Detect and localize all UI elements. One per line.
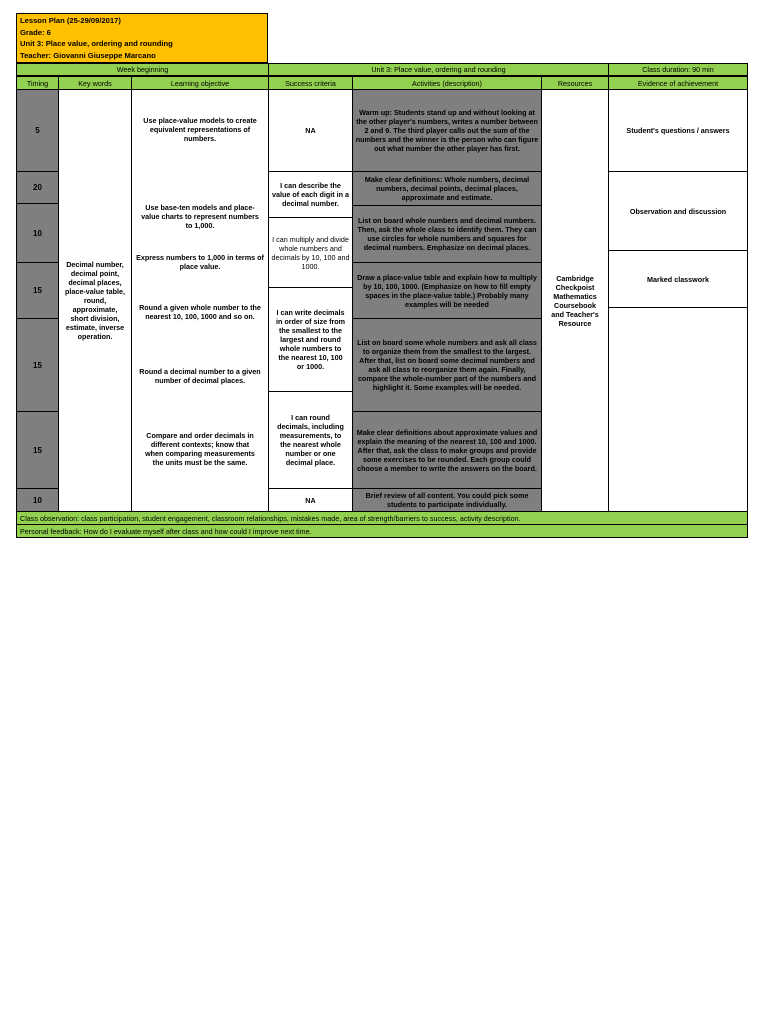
- evidence-cell: Observation and discussion: [608, 171, 748, 251]
- column-header-resources: Resources: [541, 76, 609, 90]
- evidence-cell: Marked classwork: [608, 250, 748, 308]
- success-criteria-cell: NA: [268, 89, 353, 172]
- timing-cell: 15: [16, 411, 59, 489]
- column-header-key-words: Key words: [58, 76, 132, 90]
- timing-cell: 5: [16, 89, 59, 172]
- title-line-grade: Grade: 6: [20, 27, 51, 37]
- activity-cell: Draw a place-value table and explain how to multiply by 10, 100, 1000. (Emphasize on how to fill empty spaces in the place-value table.) Probably many examples will be needed: [352, 262, 542, 319]
- timing-cell: 10: [16, 203, 59, 263]
- unit-label: Unit 3: Place value, ordering and rounding: [268, 63, 609, 76]
- success-criteria-cell: I can multiply and divide whole numbers and decimals by 10, 100 and 1000.: [268, 217, 353, 288]
- objective-text: Express numbers to 1,000 in terms of place value.: [136, 253, 264, 271]
- title-line-unit: Unit 3: Place value, ordering and rounding: [20, 39, 173, 48]
- key-words-cell: Decimal number, decimal point, decimal places, place-value table, round, approximate, short division, estimate, inverse operation.: [58, 89, 132, 512]
- objective-text: Round a decimal number to a given number of decimal places.: [139, 367, 261, 385]
- title-line-lesson: Lesson Plan (25-29/09/2017): [20, 16, 121, 25]
- timing-cell: 10: [16, 488, 59, 512]
- success-criteria-cell: NA: [268, 488, 353, 512]
- objective-text: Use place-value models to create equivalent representations of numbers.: [143, 115, 257, 143]
- objective-text: Use base-ten models and place-value charts to represent numbers to 1,000.: [141, 202, 259, 230]
- timing-cell: 15: [16, 318, 59, 412]
- objective-text: Round a given whole number to the nearest 10, 100, 1000 and so on.: [139, 303, 261, 321]
- success-criteria-cell: I can round decimals, including measurements, to the nearest whole number or one decimal place.: [268, 391, 353, 489]
- activity-cell: List on board whole numbers and decimal numbers. Then, ask the whole class to identify them. They can use circles for whole numbers and squares for decimal numbers. Emphasize on decimal places.: [352, 205, 542, 263]
- activity-cell: Make clear definitions: Whole numbers, decimal numbers, decimal points, decimal places, approximate and estimate.: [352, 171, 542, 206]
- activity-cell: Make clear definitions about approximate values and explain the meaning of the nearest 10, 100 and 1000. After that, ask the class to make groups and provide some exercises to be rounded. Each group could choose a member to write the answers on the board.: [352, 411, 542, 489]
- timing-cell: 15: [16, 262, 59, 319]
- class-duration-label: Class duration: 90 min: [608, 63, 748, 76]
- activity-cell: Warm up: Students stand up and without looking at the other player's numbers, writes a number between 2 and 9. The third player calls out the sum of the numbers and the winner is the person who can figure out what number the other player has first.: [352, 89, 542, 172]
- lesson-title-box: [16, 13, 268, 63]
- title-line-teacher: Teacher: Giovanni Giuseppe Marcano: [20, 50, 156, 60]
- activity-cell: List on board some whole numbers and ask all class to organize them from the smallest to the largest. After that, list on board some decimal numbers and ask all class to reorganize them again. Finally, compare the whole-number part of the numbers and highlight it. Some examples will be needed.: [352, 318, 542, 412]
- timing-cell: 20: [16, 171, 59, 204]
- evidence-empty-cell: [608, 307, 748, 512]
- activity-cell: Brief review of all content. You could pick some students to participate individually.: [352, 488, 542, 512]
- success-criteria-cell: I can describe the value of each digit in a decimal number.: [268, 171, 353, 218]
- column-header-evidence: Evidence of achievement: [608, 76, 748, 90]
- column-header-success-criteria: Success criteria: [268, 76, 353, 90]
- column-header-timing: Timing: [16, 76, 59, 90]
- personal-feedback-row: Personal feedback: How do I evaluate myself after class and how could I improve next time.: [16, 524, 748, 538]
- column-header-activities: Activities (description): [352, 76, 542, 90]
- class-observation-row: Class observation: class participation, student engagement, classroom relationships, mistakes made, area of strength/barriers to success, activity description.: [16, 511, 748, 525]
- objective-text: Compare and order decimals in different contexts; know that when comparing measurements the units must be the same.: [145, 431, 255, 467]
- resources-cell: Cambridge Checkpoist Mathematics Coursebook and Teacher's Resource: [541, 89, 609, 512]
- success-criteria-cell: I can write decimals in order of size from the smallest to the largest and round whole numbers to the nearest 10, 100 or 1000.: [268, 287, 353, 392]
- column-header-learning-objective: Learning objective: [131, 76, 269, 90]
- evidence-cell: Student's questions / answers: [608, 89, 748, 172]
- week-beginning-label: Week beginning: [16, 63, 269, 76]
